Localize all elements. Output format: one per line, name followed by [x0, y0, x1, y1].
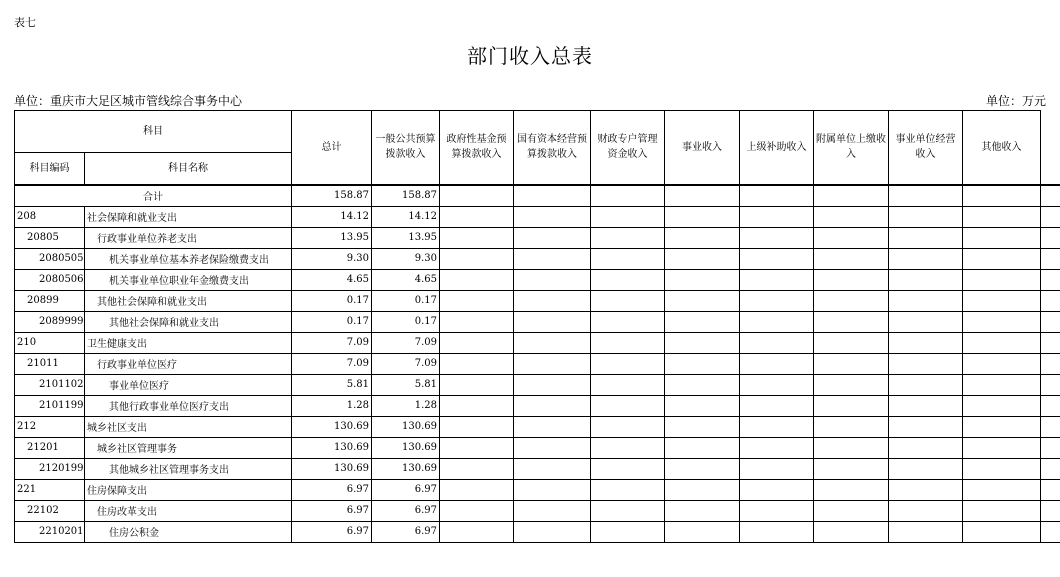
empty-cell — [963, 290, 1041, 311]
empty-cell — [514, 500, 591, 521]
empty-cell — [440, 500, 514, 521]
table-row — [15, 353, 1060, 374]
empty-cell — [814, 290, 889, 311]
empty-cell — [514, 395, 591, 416]
empty-cell — [440, 437, 514, 458]
row-total: 1.28 — [292, 395, 372, 416]
empty-cell — [814, 353, 889, 374]
empty-cell — [889, 269, 963, 290]
empty-cell — [591, 437, 665, 458]
subject-code: 2080506 — [15, 269, 85, 290]
empty-cell — [963, 269, 1041, 290]
empty-cell — [591, 269, 665, 290]
subject-code: 221 — [15, 479, 85, 500]
empty-cell — [1041, 332, 1060, 353]
row-general-budget: 7.09 — [372, 332, 440, 353]
empty-cell — [440, 458, 514, 479]
empty-cell — [889, 227, 963, 248]
empty-cell — [591, 248, 665, 269]
header-business: 事业收入 — [665, 111, 740, 185]
subject-name: 城乡社区支出 — [85, 416, 292, 437]
row-general-budget: 1.28 — [372, 395, 440, 416]
table-row — [15, 248, 1060, 269]
total-general-budget: 158.87 — [372, 185, 440, 207]
empty-cell — [591, 332, 665, 353]
header-other: 其他收入 — [963, 111, 1041, 185]
empty-cell — [440, 290, 514, 311]
empty-cell — [889, 248, 963, 269]
row-general-budget: 130.69 — [372, 458, 440, 479]
subject-code: 2080505 — [15, 248, 85, 269]
subject-code: 21011 — [15, 353, 85, 374]
empty-cell — [889, 353, 963, 374]
unit-currency: 单位：万元 — [985, 94, 1046, 108]
unit-organization: 单位：重庆市大足区城市管线综合事务中心 — [14, 94, 243, 108]
empty-cell — [1041, 479, 1060, 500]
empty-cell — [440, 206, 514, 227]
table-row — [15, 206, 1060, 227]
row-general-budget: 7.09 — [372, 353, 440, 374]
empty-cell — [889, 332, 963, 353]
header-code: 科目编码 — [15, 153, 85, 185]
table-row — [15, 374, 1060, 395]
page-title: 部门收入总表 — [467, 44, 593, 68]
empty-cell — [1041, 458, 1060, 479]
empty-cell — [665, 248, 740, 269]
row-total: 0.17 — [292, 290, 372, 311]
empty-cell — [889, 290, 963, 311]
header-subject: 科目 — [15, 111, 292, 153]
subject-code: 22102 — [15, 500, 85, 521]
row-total: 13.95 — [292, 227, 372, 248]
empty-cell — [1041, 269, 1060, 290]
table-row — [15, 416, 1060, 437]
subject-name: 住房公积金 — [85, 521, 292, 542]
subject-code: 20899 — [15, 290, 85, 311]
row-total: 6.97 — [292, 521, 372, 542]
table-row — [15, 269, 1060, 290]
empty-cell — [514, 458, 591, 479]
row-total: 4.65 — [292, 269, 372, 290]
header-total: 总计 — [292, 111, 372, 185]
empty-cell — [889, 206, 963, 227]
subject-name: 城乡社区管理事务 — [85, 437, 292, 458]
empty-cell — [440, 416, 514, 437]
empty-cell — [440, 311, 514, 332]
empty-cell — [665, 395, 740, 416]
table-row — [15, 311, 1060, 332]
empty-cell — [740, 227, 814, 248]
table-row — [15, 500, 1060, 521]
empty-cell — [740, 500, 814, 521]
empty-cell — [591, 500, 665, 521]
empty-cell — [665, 311, 740, 332]
empty-cell — [665, 332, 740, 353]
table-row — [15, 437, 1060, 458]
empty-cell — [814, 206, 889, 227]
subject-code: 21201 — [15, 437, 85, 458]
empty-cell — [814, 332, 889, 353]
empty-cell — [740, 416, 814, 437]
empty-cell — [440, 332, 514, 353]
table-row — [15, 227, 1060, 248]
table-number: 表七 — [14, 16, 36, 29]
empty-cell — [514, 269, 591, 290]
empty-cell — [740, 269, 814, 290]
empty-cell — [665, 206, 740, 227]
empty-cell — [963, 416, 1041, 437]
empty-cell — [514, 332, 591, 353]
empty-cell — [889, 395, 963, 416]
subject-name: 卫生健康支出 — [85, 332, 292, 353]
subject-name: 其他社会保障和就业支出 — [85, 311, 292, 332]
empty-cell — [1041, 395, 1060, 416]
subject-code: 2101102 — [15, 374, 85, 395]
empty-cell — [591, 311, 665, 332]
empty-cell — [514, 206, 591, 227]
empty-cell — [1041, 206, 1060, 227]
empty-cell — [889, 479, 963, 500]
total-label: 合计 — [15, 185, 292, 207]
empty-cell — [963, 353, 1041, 374]
row-general-budget: 130.69 — [372, 437, 440, 458]
empty-cell — [963, 374, 1041, 395]
empty-cell — [665, 353, 740, 374]
subject-code: 212 — [15, 416, 85, 437]
subject-code: 20805 — [15, 227, 85, 248]
subject-name: 机关事业单位职业年金缴费支出 — [85, 269, 292, 290]
empty-cell — [814, 269, 889, 290]
empty-cell — [740, 248, 814, 269]
empty-cell — [963, 437, 1041, 458]
empty-cell — [814, 311, 889, 332]
row-general-budget: 6.97 — [372, 521, 440, 542]
empty-cell — [514, 374, 591, 395]
empty-cell — [740, 521, 814, 542]
row-total: 130.69 — [292, 416, 372, 437]
empty-cell — [963, 458, 1041, 479]
empty-cell — [514, 353, 591, 374]
empty-cell — [440, 374, 514, 395]
empty-cell — [514, 311, 591, 332]
subject-code: 2210201 — [15, 521, 85, 542]
row-general-budget: 5.81 — [372, 374, 440, 395]
table-row — [15, 395, 1060, 416]
row-total: 5.81 — [292, 374, 372, 395]
empty-cell — [591, 353, 665, 374]
empty-cell — [665, 290, 740, 311]
empty-cell — [440, 395, 514, 416]
row-total: 130.69 — [292, 437, 372, 458]
empty-cell — [814, 437, 889, 458]
empty-cell — [814, 416, 889, 437]
subject-name: 其他社会保障和就业支出 — [85, 290, 292, 311]
subject-name: 其他行政事业单位医疗支出 — [85, 395, 292, 416]
empty-cell — [963, 206, 1041, 227]
empty-cell — [1041, 437, 1060, 458]
empty-cell — [514, 248, 591, 269]
row-total: 130.69 — [292, 458, 372, 479]
empty-cell — [514, 227, 591, 248]
empty-cell — [440, 269, 514, 290]
subject-name: 行政事业单位养老支出 — [85, 227, 292, 248]
subject-code: 2101199 — [15, 395, 85, 416]
subject-name: 事业单位医疗 — [85, 374, 292, 395]
empty-cell — [963, 248, 1041, 269]
empty-cell — [963, 395, 1041, 416]
empty-cell — [889, 311, 963, 332]
empty-cell — [963, 332, 1041, 353]
empty-cell — [591, 206, 665, 227]
empty-cell — [740, 395, 814, 416]
header-affiliated: 附属单位上缴收入 — [814, 111, 889, 185]
empty-cell — [440, 353, 514, 374]
empty-cell — [514, 479, 591, 500]
empty-cell — [591, 416, 665, 437]
empty-cell — [814, 479, 889, 500]
empty-cell — [814, 227, 889, 248]
table-row — [15, 332, 1060, 353]
empty-cell — [665, 374, 740, 395]
empty-cell — [440, 248, 514, 269]
empty-cell — [963, 500, 1041, 521]
subject-name: 社会保障和就业支出 — [85, 206, 292, 227]
empty-cell — [665, 269, 740, 290]
subject-code: 210 — [15, 332, 85, 353]
empty-cell — [514, 437, 591, 458]
table-row — [15, 458, 1060, 479]
total-amount: 158.87 — [292, 185, 372, 207]
empty-cell — [665, 479, 740, 500]
empty-cell — [889, 416, 963, 437]
subject-name: 机关事业单位基本养老保险缴费支出 — [85, 248, 292, 269]
row-general-budget: 9.30 — [372, 248, 440, 269]
table-row — [15, 290, 1060, 311]
empty-cell — [740, 374, 814, 395]
row-total: 14.12 — [292, 206, 372, 227]
empty-cell — [514, 521, 591, 542]
empty-cell — [665, 521, 740, 542]
empty-cell — [1041, 500, 1060, 521]
header-general-budget: 一般公共预算拨款收入 — [372, 111, 440, 185]
subject-code: 2089999 — [15, 311, 85, 332]
empty-cell — [814, 395, 889, 416]
empty-cell — [740, 290, 814, 311]
row-general-budget: 13.95 — [372, 227, 440, 248]
empty-cell — [591, 395, 665, 416]
row-total: 6.97 — [292, 500, 372, 521]
empty-cell — [665, 437, 740, 458]
empty-cell — [591, 227, 665, 248]
empty-cell — [440, 479, 514, 500]
empty-cell — [814, 374, 889, 395]
subject-name: 住房改革支出 — [85, 500, 292, 521]
empty-cell — [440, 227, 514, 248]
header-name: 科目名称 — [85, 153, 292, 185]
empty-cell — [591, 374, 665, 395]
empty-cell — [591, 521, 665, 542]
empty-cell — [1041, 521, 1060, 542]
row-general-budget: 0.17 — [372, 290, 440, 311]
row-general-budget: 4.65 — [372, 269, 440, 290]
empty-cell — [889, 437, 963, 458]
empty-cell — [889, 458, 963, 479]
empty-cell — [440, 521, 514, 542]
empty-cell — [963, 479, 1041, 500]
empty-cell — [1041, 374, 1060, 395]
header-state-capital: 国有资本经营预算拨款收入 — [514, 111, 591, 185]
empty-cell — [889, 374, 963, 395]
empty-cell — [740, 311, 814, 332]
empty-cell — [814, 248, 889, 269]
empty-cell — [665, 227, 740, 248]
empty-cell — [1041, 311, 1060, 332]
row-general-budget: 14.12 — [372, 206, 440, 227]
empty-cell — [814, 521, 889, 542]
empty-cell — [814, 500, 889, 521]
empty-cell — [740, 458, 814, 479]
empty-cell — [665, 416, 740, 437]
subject-code: 2120199 — [15, 458, 85, 479]
empty-cell — [591, 479, 665, 500]
header-gov-fund: 政府性基金预算拨款收入 — [440, 111, 514, 185]
total-row — [15, 185, 1060, 207]
row-total: 9.30 — [292, 248, 372, 269]
row-general-budget: 6.97 — [372, 500, 440, 521]
row-general-budget: 6.97 — [372, 479, 440, 500]
empty-cell — [889, 500, 963, 521]
row-total: 0.17 — [292, 311, 372, 332]
empty-cell — [814, 458, 889, 479]
empty-cell — [963, 521, 1041, 542]
empty-cell — [889, 521, 963, 542]
empty-cell — [740, 353, 814, 374]
header-operating: 事业单位经营收入 — [889, 111, 963, 185]
empty-cell — [1041, 248, 1060, 269]
row-total: 7.09 — [292, 353, 372, 374]
row-general-budget: 0.17 — [372, 311, 440, 332]
empty-cell — [740, 479, 814, 500]
empty-cell — [1041, 227, 1060, 248]
header-fiscal-special: 财政专户管理资金收入 — [591, 111, 665, 185]
empty-cell — [514, 416, 591, 437]
empty-cell — [665, 500, 740, 521]
table-row — [15, 479, 1060, 500]
header-superior-subsidy: 上级补助收入 — [740, 111, 814, 185]
empty-cell — [740, 437, 814, 458]
empty-cell — [1041, 353, 1060, 374]
subject-name: 住房保障支出 — [85, 479, 292, 500]
empty-cell — [514, 290, 591, 311]
empty-cell — [591, 458, 665, 479]
row-total: 7.09 — [292, 332, 372, 353]
empty-cell — [740, 332, 814, 353]
empty-cell — [665, 458, 740, 479]
subject-name: 行政事业单位医疗 — [85, 353, 292, 374]
row-general-budget: 130.69 — [372, 416, 440, 437]
table-row — [15, 521, 1060, 542]
empty-cell — [591, 290, 665, 311]
empty-cell — [963, 311, 1041, 332]
empty-cell — [740, 206, 814, 227]
subject-name: 其他城乡社区管理事务支出 — [85, 458, 292, 479]
income-summary-table — [14, 110, 1060, 543]
subject-code: 208 — [15, 206, 85, 227]
empty-cell — [1041, 290, 1060, 311]
empty-cell — [1041, 416, 1060, 437]
empty-cell — [963, 227, 1041, 248]
row-total: 6.97 — [292, 479, 372, 500]
